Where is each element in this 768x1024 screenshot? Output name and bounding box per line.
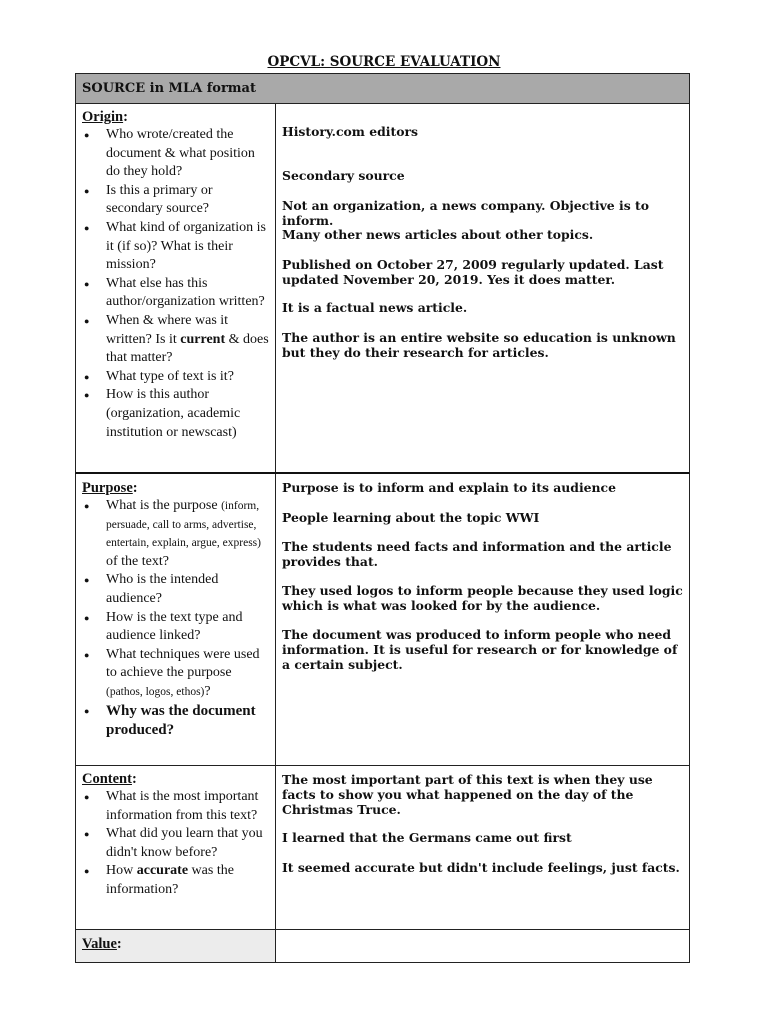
content-answer-3: It seemed accurate but didn't include feelings, just facts. bbox=[282, 860, 680, 875]
purpose-heading: Purpose: bbox=[82, 480, 138, 496]
origin-row bbox=[75, 104, 690, 474]
source-header-row bbox=[75, 73, 690, 104]
content-answers-cell bbox=[276, 766, 689, 929]
content-answer-1: The most important part of this text is when they use facts to show you what happened on the day of the Christmas Truce. bbox=[282, 772, 653, 817]
list-item: ● What kind of organization is it (if so)? What is their mission? bbox=[82, 219, 269, 275]
origin-answer-1: History.com editors bbox=[282, 124, 418, 139]
purpose-questions-list bbox=[82, 497, 269, 740]
page-title: OPCVL: SOURCE EVALUATION bbox=[267, 54, 501, 70]
purpose-answer-2: People learning about the topic WWI bbox=[282, 510, 540, 525]
list-item: ● What techniques were used to achieve the purpose (pathos, logos, ethos)? bbox=[82, 646, 269, 702]
list-item: ● Who is the intended audience? bbox=[82, 571, 269, 608]
origin-answer-2: Secondary source bbox=[282, 168, 405, 183]
list-item: ● What else has this author/organization written? bbox=[82, 275, 269, 312]
purpose-answer-1: Purpose is to inform and explain to its audience bbox=[282, 480, 616, 495]
content-questions-list bbox=[82, 788, 269, 900]
value-row bbox=[75, 930, 690, 963]
list-item: ● When & where was it written? Is it current & does that matter? bbox=[82, 312, 269, 368]
value-answer-cell bbox=[276, 930, 689, 962]
list-item: ● What type of text is it? bbox=[82, 368, 269, 387]
origin-questions-list bbox=[82, 126, 269, 442]
list-item: ● How is the text type and audience linked? bbox=[82, 609, 269, 646]
purpose-answer-4: They used logos to inform people because they used logic which is what was looked for by the audience. bbox=[282, 583, 683, 613]
origin-answer-5: Published on October 27, 2009 regularly updated. Last updated November 20, 2019. Yes it does matter. bbox=[282, 257, 664, 287]
list-item: ● What is the most important information from this text? bbox=[82, 788, 269, 825]
purpose-answer-3: The students need facts and information and the article provides that. bbox=[282, 539, 672, 569]
origin-answer-6: It is a factual news article. bbox=[282, 300, 468, 315]
purpose-questions-cell bbox=[76, 474, 276, 765]
content-questions-cell bbox=[76, 766, 276, 929]
list-item: ● How accurate was the information? bbox=[82, 862, 269, 899]
origin-answers-cell bbox=[276, 104, 689, 472]
origin-answer-7: The author is an entire website so education is unknown but they do their research for articles. bbox=[282, 330, 676, 360]
list-item: ● Who wrote/created the document & what position do they hold? bbox=[82, 126, 269, 182]
purpose-answer-5: The document was produced to inform people who need information. It is useful for research or for knowledge of a certain subject. bbox=[282, 627, 678, 672]
origin-questions-cell bbox=[76, 104, 276, 472]
origin-heading: Origin: bbox=[82, 109, 128, 125]
content-answer-2: I learned that the Germans came out first bbox=[282, 830, 572, 845]
content-row bbox=[75, 766, 690, 930]
list-item: ● What is the purpose (inform, persuade, call to arms, advertise, entertain, explain, argue, express) of the text? bbox=[82, 497, 269, 571]
value-heading: Value: bbox=[82, 936, 122, 952]
content-heading: Content: bbox=[82, 771, 137, 787]
list-item: ● How is this author (organization, academic institution or newscast) bbox=[82, 386, 269, 442]
origin-answer-3: Not an organization, a news company. Objective is to inform. bbox=[282, 198, 649, 228]
list-item: ● Why was the document produced? bbox=[82, 702, 269, 740]
value-label-cell bbox=[76, 930, 276, 962]
list-item: ● What did you learn that you didn't know before? bbox=[82, 825, 269, 862]
origin-answer-4: Many other news articles about other topics. bbox=[282, 227, 594, 242]
source-header-label: SOURCE in MLA format bbox=[82, 81, 256, 96]
purpose-answers-cell bbox=[276, 474, 689, 765]
list-item: ● Is this a primary or secondary source? bbox=[82, 182, 269, 219]
purpose-row bbox=[75, 474, 690, 766]
